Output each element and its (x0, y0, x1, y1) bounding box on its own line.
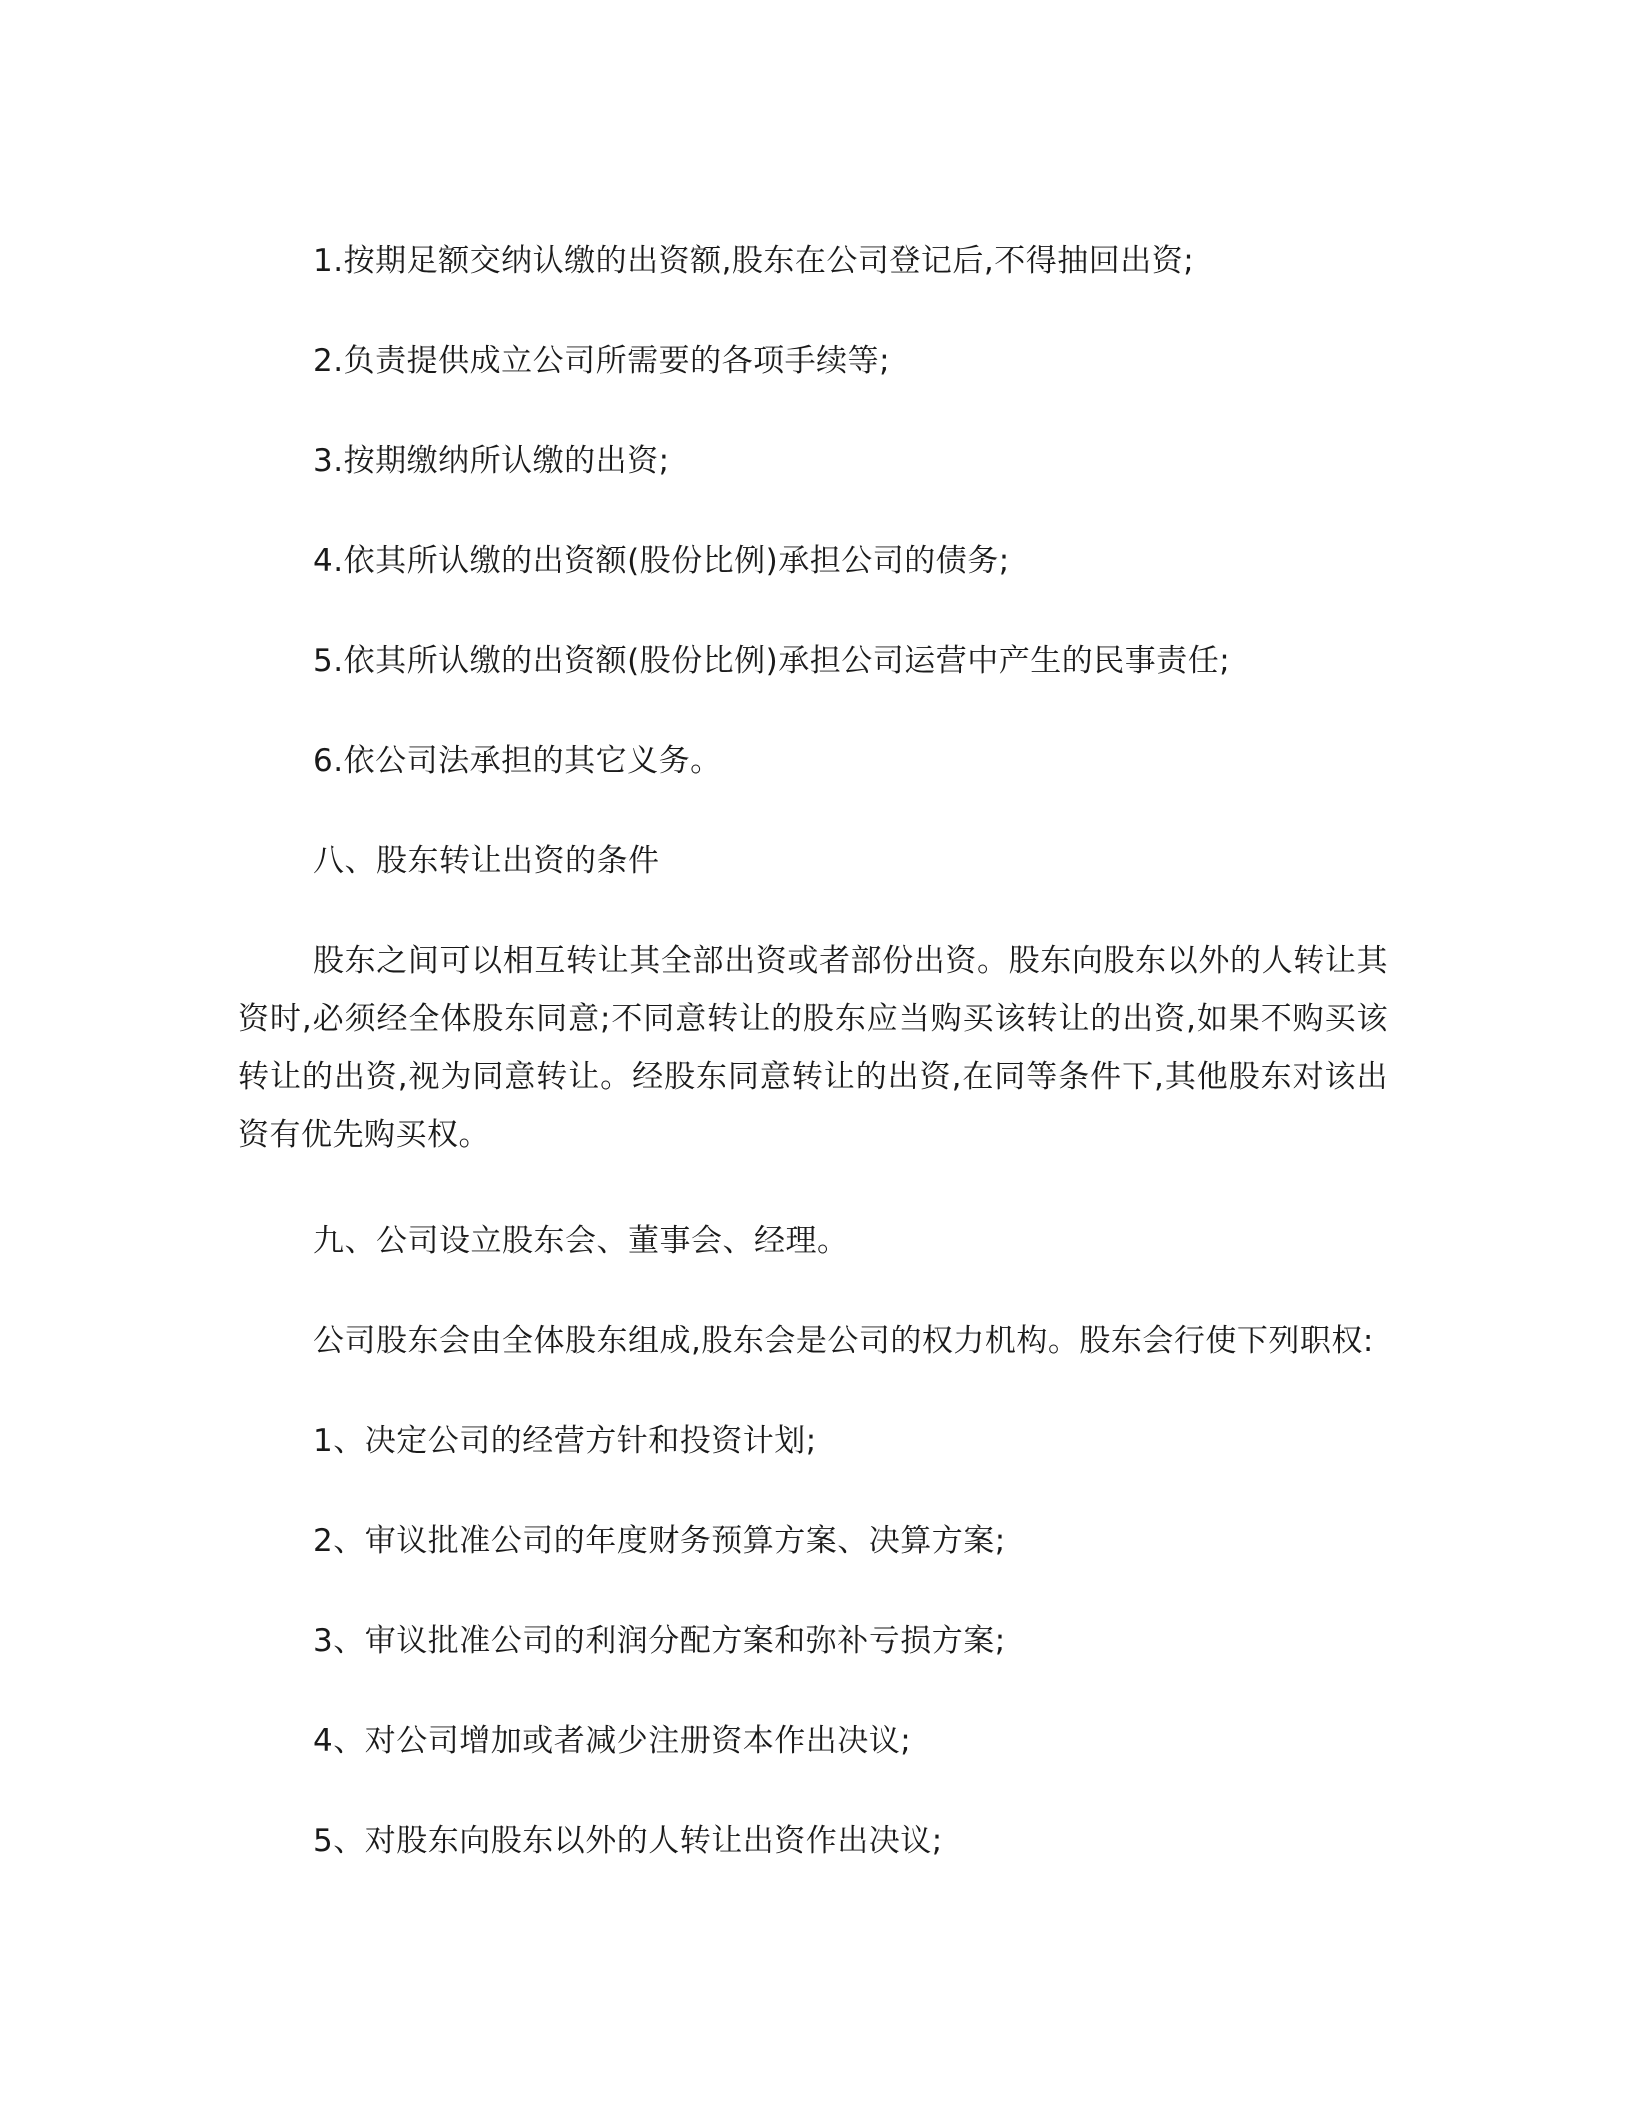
obligation-item-5: 5.依其所认缴的出资额(股份比例)承担公司运营中产生的民事责任; (313, 643, 1231, 679)
obligation-item-6: 6.依公司法承担的其它义务。 (313, 743, 722, 779)
power-item-4: 4、对公司增加或者减少注册资本作出决议; (313, 1723, 912, 1759)
power-item-5: 5、对股东向股东以外的人转让出资作出决议; (313, 1823, 943, 1859)
power-item-2: 2、审议批准公司的年度财务预算方案、决算方案; (313, 1523, 1006, 1559)
section-9-intro: 公司股东会由全体股东组成,股东会是公司的权力机构。股东会行使下列职权: (313, 1323, 1374, 1359)
power-item-3: 3、审议批准公司的利润分配方案和弥补亏损方案; (313, 1623, 1006, 1659)
section-8-body: 股东之间可以相互转让其全部出资或者部份出资。股东向股东以外的人转让其资时,必须经全体股东同意;不同意转让的股东应当购买该转让的出资,如果不购买该转让的出资,视为同意转让。经股东同意转让的出资,在同等条件下,其他股东对该出资有优先购买权。 (238, 943, 1388, 1153)
section-8-heading: 八、股东转让出资的条件 (313, 843, 660, 879)
obligation-item-1: 1.按期足额交纳认缴的出资额,股东在公司登记后,不得抽回出资; (313, 243, 1195, 279)
section-9-heading: 九、公司设立股东会、董事会、经理。 (313, 1223, 849, 1259)
obligation-item-2: 2.负责提供成立公司所需要的各项手续等; (313, 343, 891, 379)
obligation-item-3: 3.按期缴纳所认缴的出资; (313, 443, 670, 479)
power-item-1: 1、决定公司的经营方针和投资计划; (313, 1423, 817, 1459)
obligation-item-4: 4.依其所认缴的出资额(股份比例)承担公司的债务; (313, 543, 1010, 579)
